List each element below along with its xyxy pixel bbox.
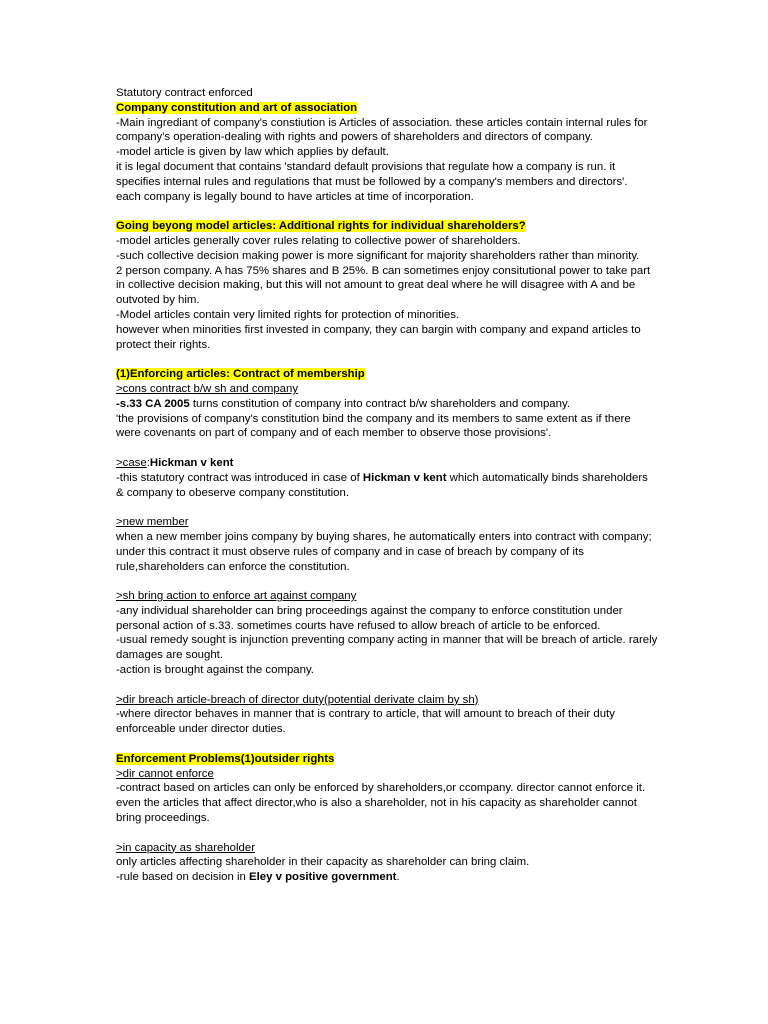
- statute-reference: -s.33 CA 2005: [116, 397, 190, 410]
- spacer: [116, 737, 658, 752]
- paragraph: each company is legally bound to have articles at time of incorporation.: [116, 190, 474, 203]
- paragraph: it is legal document that contains 'standard default provisions that regulate how a company is run. it specifies internal rules and regulations that must be followed by a company's members and directors'.: [116, 160, 628, 188]
- paragraph: -Main ingrediant of company's constiution is Articles of association. these articles contain internal rules for company's operation-dealing with rights and powers of shareholders and directors of company.: [116, 116, 648, 144]
- spacer: [116, 826, 658, 841]
- subheading: >in capacity as shareholder: [116, 841, 255, 854]
- section-heading-text: (1)Enforcing articles: Contract of membership: [116, 368, 365, 381]
- paragraph: -where director behaves in manner that is contrary to article, that will amount to breach of their duty enforceable under director duties.: [116, 708, 615, 736]
- paragraph: -usual remedy sought is injunction preventing company acting in manner that will be breach of article. rarely damages are sought.: [116, 634, 658, 662]
- paragraph: even the articles that affect director,who is also a shareholder, not in his capacity as shareholder cannot bring proceedings.: [116, 797, 637, 825]
- case-name: Eley v positive government: [248, 871, 397, 884]
- case-name: Hickman v kent: [362, 471, 447, 484]
- paragraph: -model article is given by law which applies by default.: [116, 146, 389, 159]
- subheading: >new member: [116, 516, 189, 529]
- colon: :: [146, 456, 150, 469]
- case-name: Hickman v kent: [149, 456, 234, 469]
- spacer: [116, 678, 658, 693]
- subheading: >sh bring action to enforce art against company: [116, 590, 357, 603]
- spacer: [116, 204, 658, 219]
- paragraph: -Model articles contain very limited rights for protection of minorities.: [116, 308, 460, 321]
- section-heading-text: Going beyong model articles: Additional rights for individual shareholders?: [116, 220, 526, 233]
- section-heading: [116, 219, 658, 234]
- spacer: [116, 441, 658, 456]
- paragraph: 'the provisions of company's constitution bind the company and its members to same extent as if there were covenants on part of company and of each member to observe those provisions'.: [116, 412, 631, 440]
- subheading: >cons contract b/w sh and company: [116, 382, 299, 395]
- paragraph: [116, 397, 658, 412]
- case-line: [116, 456, 658, 471]
- section-heading: [116, 101, 658, 116]
- paragraph: [116, 870, 658, 885]
- paragraph: -model articles generally cover rules relating to collective power of shareholders.: [116, 234, 521, 247]
- paragraph: only articles affecting shareholder in their capacity as shareholder can bring claim.: [116, 856, 530, 869]
- section-heading-text: Enforcement Problems(1)outsider rights: [116, 752, 335, 765]
- paragraph: -such collective decision making power is more significant for majority shareholders rather than minority.: [116, 249, 640, 262]
- spacer: [116, 352, 658, 367]
- paragraph: -action is brought against the company.: [116, 664, 314, 677]
- paragraph: however when minorities first invested in company, they can bargin with company and expand articles to protect their rights.: [116, 323, 641, 351]
- paragraph-text: which automatically binds shareholders & company to obeserve company constitution.: [116, 471, 648, 499]
- subheading: >dir cannot enforce: [116, 767, 214, 780]
- subheading: >dir breach article-breach of director duty(potential derivate claim by sh): [116, 693, 479, 706]
- paragraph: -any individual shareholder can bring proceedings against the company to enforce constitution under personal action of s.33. sometimes courts have refused to allow breach of article to be enforced.: [116, 604, 623, 632]
- paragraph-text: turns constitution of company into contract b/w shareholders and company.: [189, 397, 570, 410]
- section-heading-text: Company constitution and art of association: [116, 101, 358, 114]
- paragraph: -contract based on articles can only be enforced by shareholders,or ccompany. director cannot enforce it.: [116, 782, 646, 795]
- spacer: [116, 500, 658, 515]
- paragraph: 2 person company. A has 75% shares and B 25%. B can sometimes enjoy consitutional power to take part in collective decision making, but this will not amount to great deal where he will disagree with A and be outvoted by him.: [116, 264, 651, 307]
- document-title: Statutory contract enforced: [116, 87, 253, 99]
- section-heading: [116, 752, 658, 767]
- section-heading: [116, 367, 658, 382]
- paragraph: when a new member joins company by buying shares, he automatically enters into contract with company; under this contract it must observe rules of company and in case of breach by company of its rule,shareholders can enforce the constitution.: [116, 530, 652, 573]
- paragraph: [116, 471, 658, 501]
- spacer: [116, 574, 658, 589]
- paragraph-text: -this statutory contract was introduced in case of: [116, 471, 363, 484]
- paragraph-text: .: [396, 871, 400, 884]
- paragraph-text: -rule based on decision in: [116, 871, 249, 884]
- subheading: >case: [116, 456, 147, 469]
